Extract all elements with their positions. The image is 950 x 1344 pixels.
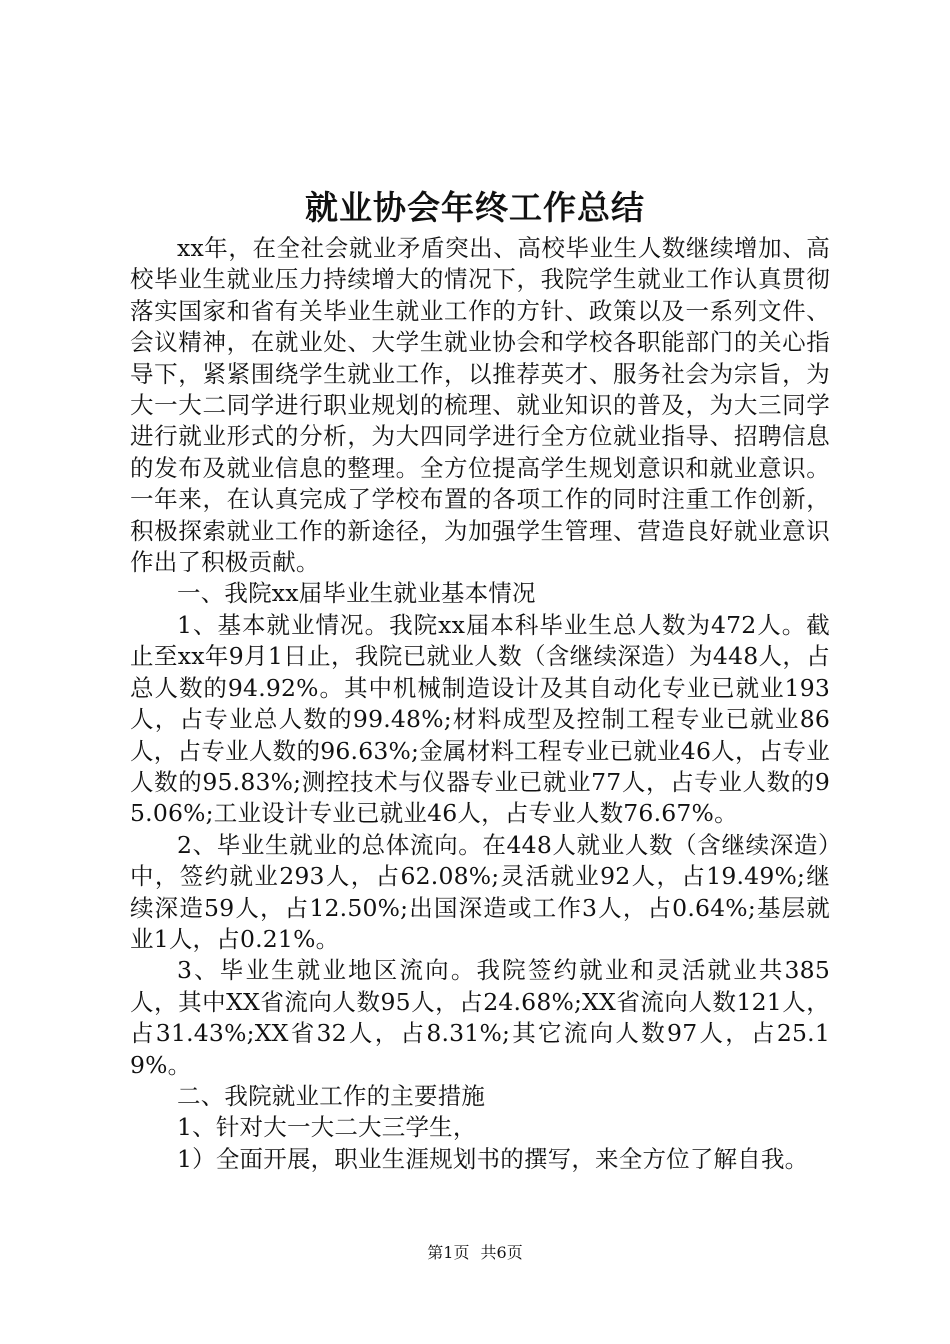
document-body	[130, 233, 830, 1175]
paragraph-basic-employment: 1、基本就业情况。我院xx届本科毕业生总人数为472人。截止至xx年9月1日止，我院已就业人数（含继续深造）为448人，占总人数的94.92%。其中机械制造设计及其自动化专业已就业193人，占专业总人数的99.48%;材料成型及控制工程专业已就业86人，占专业人数的96.63%;金属材料工程专业已就业46人，占专业人数的95.83%;测控技术与仪器专业已就业77人，占专业人数的95.06%;工业设计专业已就业46人，占专业人数76.67%。	[130, 610, 830, 828]
paragraph-regional-flow: 3、毕业生就业地区流向。我院签约就业和灵活就业共385人，其中XX省流向人数95人，占24.68%;XX省流向人数121人，占31.43%;XX省32人，占8.31%;其它流向人数97人，占25.19%。	[130, 956, 830, 1079]
section-heading-1: 一、我院xx届毕业生就业基本情况	[177, 579, 536, 608]
list-item-1: 1）全面开展，职业生涯规划书的撰写，来全方位了解自我。	[177, 1144, 809, 1173]
page-footer: 第1页 共6页	[427, 1243, 523, 1262]
paragraph-overall-flow: 2、毕业生就业的总体流向。在448人就业人数（含继续深造）中，签约就业293人，占62.08%;灵活就业92人，占19.49%;继续深造59人，占12.50%;出国深造或工作3人，占0.64%;基层就业1人，占0.21%。	[130, 830, 830, 953]
document-title: 就业协会年终工作总结	[305, 188, 645, 227]
sub-heading-1: 1、针对大一大二大三学生，	[177, 1113, 477, 1142]
paragraph-intro: xx年，在全社会就业矛盾突出、高校毕业生人数继续增加、高校毕业生就业压力持续增大的情况下，我院学生就业工作认真贯彻落实国家和省有关毕业生就业工作的方针、政策以及一系列文件、会议精神，在就业处、大学生就业协会和学校各职能部门的关心指导下，紧紧围绕学生就业工作，以推荐英才、服务社会为宗旨，为大一大二同学进行职业规划的梳理、就业知识的普及，为大三同学进行就业形式的分析，为大四同学进行全方位就业指导、招聘信息的发布及就业信息的整理。全方位提高学生规划意识和就业意识。一年来，在认真完成了学校布置的各项工作的同时注重工作创新，积极探索就业工作的新途径，为加强学生管理、营造良好就业意识作出了积极贡献。	[130, 234, 830, 577]
section-heading-2: 二、我院就业工作的主要措施	[177, 1081, 486, 1110]
